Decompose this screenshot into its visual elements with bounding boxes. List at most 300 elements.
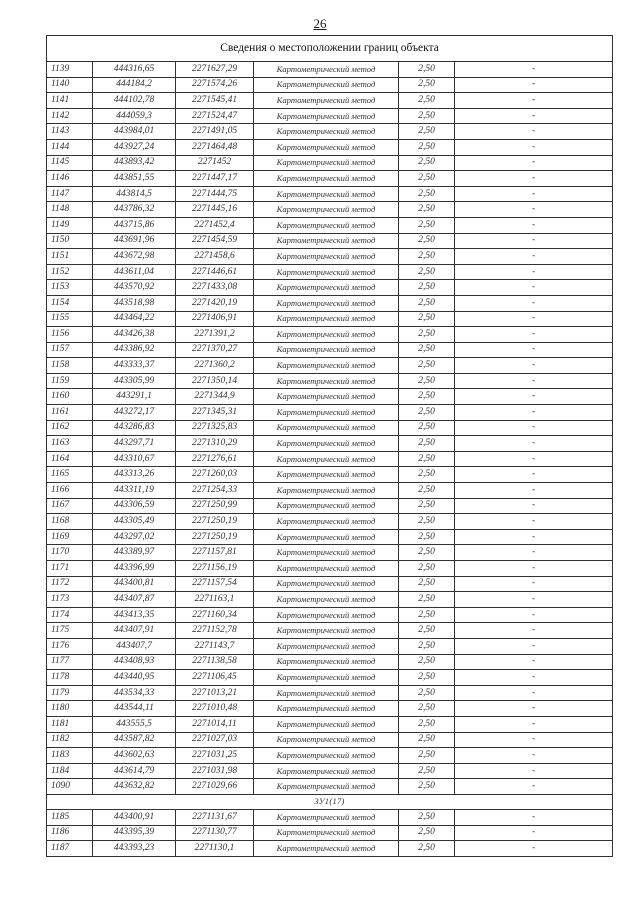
note-cell: - (455, 685, 613, 701)
method-cell: Картометрический метод (254, 108, 399, 124)
table-row (47, 295, 613, 311)
coord-x-cell: 443587,82 (93, 732, 176, 748)
coord-x-cell: 443407,7 (93, 638, 176, 654)
method-cell: Картометрический метод (254, 638, 399, 654)
point-number-cell: 1143 (47, 124, 93, 140)
table-row (47, 155, 613, 171)
coord-x-cell: 443395,39 (93, 825, 176, 841)
coord-x-cell: 443691,96 (93, 233, 176, 249)
table-row (47, 654, 613, 670)
accuracy-cell: 2,50 (399, 77, 455, 93)
method-cell: Картометрический метод (254, 327, 399, 343)
point-number-cell: 1174 (47, 607, 93, 623)
section-row (47, 794, 613, 809)
method-cell: Картометрический метод (254, 405, 399, 421)
coord-x-cell: 443408,93 (93, 654, 176, 670)
method-cell: Картометрический метод (254, 186, 399, 202)
table-row (47, 62, 613, 78)
coord-x-cell: 443426,38 (93, 327, 176, 343)
table-row (47, 607, 613, 623)
method-cell: Картометрический метод (254, 809, 399, 825)
table-row (47, 545, 613, 561)
coord-y-cell: 2271574,26 (176, 77, 254, 93)
accuracy-cell: 2,50 (399, 311, 455, 327)
method-cell: Картометрический метод (254, 545, 399, 561)
coord-y-cell: 2271163,1 (176, 592, 254, 608)
note-cell: - (455, 171, 613, 187)
coord-y-cell: 2271130,1 (176, 841, 254, 857)
table-row (47, 436, 613, 452)
coord-x-cell: 443927,24 (93, 139, 176, 155)
point-number-cell: 1150 (47, 233, 93, 249)
point-number-cell: 1170 (47, 545, 93, 561)
method-cell: Картометрический метод (254, 592, 399, 608)
coord-y-cell: 2271157,81 (176, 545, 254, 561)
note-cell: - (455, 389, 613, 405)
accuracy-cell: 2,50 (399, 295, 455, 311)
point-number-cell: 1153 (47, 280, 93, 296)
point-number-cell: 1178 (47, 670, 93, 686)
coord-x-cell: 443672,98 (93, 249, 176, 265)
note-cell: - (455, 716, 613, 732)
coord-x-cell: 443715,86 (93, 217, 176, 233)
note-cell: - (455, 654, 613, 670)
point-number-cell: 1151 (47, 249, 93, 265)
coord-x-cell: 443389,97 (93, 545, 176, 561)
accuracy-cell: 2,50 (399, 389, 455, 405)
method-cell: Картометрический метод (254, 171, 399, 187)
method-cell: Картометрический метод (254, 623, 399, 639)
coord-y-cell: 2271458,6 (176, 249, 254, 265)
table-row (47, 280, 613, 296)
accuracy-cell: 2,50 (399, 155, 455, 171)
accuracy-cell: 2,50 (399, 62, 455, 78)
method-cell: Картометрический метод (254, 779, 399, 795)
table-row (47, 809, 613, 825)
note-cell: - (455, 280, 613, 296)
coord-x-cell: 443297,02 (93, 529, 176, 545)
coord-y-cell: 2271370,27 (176, 342, 254, 358)
point-number-cell: 1155 (47, 311, 93, 327)
accuracy-cell: 2,50 (399, 233, 455, 249)
table-row (47, 638, 613, 654)
coord-y-cell: 2271524,47 (176, 108, 254, 124)
point-number-cell: 1147 (47, 186, 93, 202)
coord-y-cell: 2271106,45 (176, 670, 254, 686)
coord-y-cell: 2271446,61 (176, 264, 254, 280)
point-number-cell: 1158 (47, 358, 93, 374)
method-cell: Картометрический метод (254, 732, 399, 748)
coord-x-cell: 443814,5 (93, 186, 176, 202)
coord-x-cell: 444059,3 (93, 108, 176, 124)
boundary-coordinates-table (46, 35, 613, 857)
coord-y-cell: 2271157,54 (176, 576, 254, 592)
method-cell: Картометрический метод (254, 280, 399, 296)
table-row (47, 748, 613, 764)
coord-y-cell: 2271031,25 (176, 748, 254, 764)
note-cell: - (455, 732, 613, 748)
point-number-cell: 1166 (47, 483, 93, 499)
accuracy-cell: 2,50 (399, 779, 455, 795)
accuracy-cell: 2,50 (399, 638, 455, 654)
note-cell: - (455, 93, 613, 109)
accuracy-cell: 2,50 (399, 217, 455, 233)
accuracy-cell: 2,50 (399, 467, 455, 483)
method-cell: Картометрический метод (254, 217, 399, 233)
coord-x-cell: 443400,81 (93, 576, 176, 592)
coord-y-cell: 2271491,05 (176, 124, 254, 140)
point-number-cell: 1152 (47, 264, 93, 280)
table-title: Сведения о местоположении границ объекта (47, 36, 613, 62)
table-row (47, 108, 613, 124)
point-number-cell: 1145 (47, 155, 93, 171)
point-number-cell: 1176 (47, 638, 93, 654)
accuracy-cell: 2,50 (399, 825, 455, 841)
method-cell: Картометрический метод (254, 654, 399, 670)
accuracy-cell: 2,50 (399, 607, 455, 623)
method-cell: Картометрический метод (254, 358, 399, 374)
table-row (47, 483, 613, 499)
accuracy-cell: 2,50 (399, 405, 455, 421)
table-row (47, 405, 613, 421)
coord-x-cell: 443386,92 (93, 342, 176, 358)
accuracy-cell: 2,50 (399, 654, 455, 670)
table-row (47, 342, 613, 358)
coord-y-cell: 2271276,61 (176, 451, 254, 467)
coord-x-cell: 443305,99 (93, 373, 176, 389)
point-number-cell: 1187 (47, 841, 93, 857)
coord-y-cell: 2271031,98 (176, 763, 254, 779)
point-number-cell: 1090 (47, 779, 93, 795)
table-row (47, 124, 613, 140)
coord-x-cell: 443851,55 (93, 171, 176, 187)
method-cell: Картометрический метод (254, 249, 399, 265)
coord-y-cell: 2271014,11 (176, 716, 254, 732)
method-cell: Картометрический метод (254, 139, 399, 155)
coord-x-cell: 443614,79 (93, 763, 176, 779)
coord-y-cell: 2271350,14 (176, 373, 254, 389)
method-cell: Картометрический метод (254, 467, 399, 483)
method-cell: Картометрический метод (254, 561, 399, 577)
note-cell: - (455, 779, 613, 795)
coord-y-cell: 2271447,17 (176, 171, 254, 187)
point-number-cell: 1160 (47, 389, 93, 405)
point-number-cell: 1159 (47, 373, 93, 389)
method-cell: Картометрический метод (254, 825, 399, 841)
table-row (47, 93, 613, 109)
point-number-cell: 1161 (47, 405, 93, 421)
accuracy-cell: 2,50 (399, 483, 455, 499)
table-row (47, 171, 613, 187)
method-cell: Картометрический метод (254, 514, 399, 530)
table-row (47, 529, 613, 545)
table-row (47, 420, 613, 436)
point-number-cell: 1148 (47, 202, 93, 218)
note-cell: - (455, 295, 613, 311)
coord-y-cell: 2271029,66 (176, 779, 254, 795)
method-cell: Картометрический метод (254, 295, 399, 311)
coord-y-cell: 2271131,67 (176, 809, 254, 825)
point-number-cell: 1179 (47, 685, 93, 701)
coord-y-cell: 2271406,91 (176, 311, 254, 327)
method-cell: Картометрический метод (254, 483, 399, 499)
coord-y-cell: 2271452 (176, 155, 254, 171)
method-cell: Картометрический метод (254, 685, 399, 701)
accuracy-cell: 2,50 (399, 623, 455, 639)
coord-x-cell: 443333,37 (93, 358, 176, 374)
coord-y-cell: 2271360,2 (176, 358, 254, 374)
point-number-cell: 1184 (47, 763, 93, 779)
method-cell: Картометрический метод (254, 264, 399, 280)
accuracy-cell: 2,50 (399, 249, 455, 265)
point-number-cell: 1154 (47, 295, 93, 311)
method-cell: Картометрический метод (254, 373, 399, 389)
point-number-cell: 1165 (47, 467, 93, 483)
accuracy-cell: 2,50 (399, 670, 455, 686)
accuracy-cell: 2,50 (399, 124, 455, 140)
accuracy-cell: 2,50 (399, 280, 455, 296)
coord-y-cell: 2271010,48 (176, 701, 254, 717)
accuracy-cell: 2,50 (399, 732, 455, 748)
method-cell: Картометрический метод (254, 607, 399, 623)
accuracy-cell: 2,50 (399, 202, 455, 218)
section-label: ЗУ1(17) (47, 794, 613, 809)
method-cell: Картометрический метод (254, 670, 399, 686)
table-row (47, 825, 613, 841)
note-cell: - (455, 841, 613, 857)
note-cell: - (455, 763, 613, 779)
coord-y-cell: 2271254,33 (176, 483, 254, 499)
accuracy-cell: 2,50 (399, 529, 455, 545)
coord-x-cell: 443297,71 (93, 436, 176, 452)
coord-y-cell: 2271160,34 (176, 607, 254, 623)
note-cell: - (455, 561, 613, 577)
table-row (47, 186, 613, 202)
coord-y-cell: 2271325,83 (176, 420, 254, 436)
note-cell: - (455, 139, 613, 155)
method-cell: Картометрический метод (254, 841, 399, 857)
note-cell: - (455, 825, 613, 841)
accuracy-cell: 2,50 (399, 93, 455, 109)
note-cell: - (455, 420, 613, 436)
table-row (47, 763, 613, 779)
coord-x-cell: 443464,22 (93, 311, 176, 327)
table-row (47, 358, 613, 374)
coord-y-cell: 2271250,99 (176, 498, 254, 514)
accuracy-cell: 2,50 (399, 342, 455, 358)
coord-y-cell: 2271344,9 (176, 389, 254, 405)
method-cell: Картометрический метод (254, 124, 399, 140)
method-cell: Картометрический метод (254, 311, 399, 327)
table-row (47, 685, 613, 701)
coord-x-cell: 443400,91 (93, 809, 176, 825)
point-number-cell: 1175 (47, 623, 93, 639)
accuracy-cell: 2,50 (399, 327, 455, 343)
coord-y-cell: 2271130,77 (176, 825, 254, 841)
point-number-cell: 1185 (47, 809, 93, 825)
point-number-cell: 1180 (47, 701, 93, 717)
method-cell: Картометрический метод (254, 93, 399, 109)
table-row (47, 77, 613, 93)
note-cell: - (455, 264, 613, 280)
table-row (47, 670, 613, 686)
table-row (47, 202, 613, 218)
accuracy-cell: 2,50 (399, 420, 455, 436)
point-number-cell: 1144 (47, 139, 93, 155)
coord-y-cell: 2271138,58 (176, 654, 254, 670)
note-cell: - (455, 607, 613, 623)
coord-x-cell: 443291,1 (93, 389, 176, 405)
table-row (47, 451, 613, 467)
note-cell: - (455, 186, 613, 202)
accuracy-cell: 2,50 (399, 748, 455, 764)
coord-y-cell: 2271156,19 (176, 561, 254, 577)
coord-x-cell: 443305,49 (93, 514, 176, 530)
accuracy-cell: 2,50 (399, 561, 455, 577)
note-cell: - (455, 623, 613, 639)
note-cell: - (455, 451, 613, 467)
coord-x-cell: 443272,17 (93, 405, 176, 421)
point-number-cell: 1140 (47, 77, 93, 93)
coord-y-cell: 2271445,16 (176, 202, 254, 218)
table-row (47, 716, 613, 732)
table-row (47, 779, 613, 795)
page-number: 26 (313, 16, 327, 31)
method-cell: Картометрический метод (254, 233, 399, 249)
coord-x-cell: 443570,92 (93, 280, 176, 296)
method-cell: Картометрический метод (254, 498, 399, 514)
note-cell: - (455, 342, 613, 358)
point-number-cell: 1186 (47, 825, 93, 841)
coord-y-cell: 2271627,29 (176, 62, 254, 78)
point-number-cell: 1142 (47, 108, 93, 124)
table-title-row (47, 36, 613, 62)
table-row (47, 561, 613, 577)
accuracy-cell: 2,50 (399, 373, 455, 389)
accuracy-cell: 2,50 (399, 436, 455, 452)
coord-x-cell: 443393,23 (93, 841, 176, 857)
note-cell: - (455, 592, 613, 608)
table-row (47, 623, 613, 639)
method-cell: Картометрический метод (254, 342, 399, 358)
coord-x-cell: 444316,65 (93, 62, 176, 78)
coord-x-cell: 443310,67 (93, 451, 176, 467)
note-cell: - (455, 155, 613, 171)
accuracy-cell: 2,50 (399, 514, 455, 530)
note-cell: - (455, 436, 613, 452)
point-number-cell: 1181 (47, 716, 93, 732)
table-row (47, 841, 613, 857)
coord-x-cell: 443413,35 (93, 607, 176, 623)
point-number-cell: 1162 (47, 420, 93, 436)
coord-x-cell: 443534,33 (93, 685, 176, 701)
accuracy-cell: 2,50 (399, 763, 455, 779)
coord-x-cell: 443893,42 (93, 155, 176, 171)
accuracy-cell: 2,50 (399, 545, 455, 561)
accuracy-cell: 2,50 (399, 685, 455, 701)
method-cell: Картометрический метод (254, 576, 399, 592)
table-row (47, 498, 613, 514)
coord-y-cell: 2271433,08 (176, 280, 254, 296)
method-cell: Картометрический метод (254, 202, 399, 218)
coord-x-cell: 443407,87 (93, 592, 176, 608)
method-cell: Картометрический метод (254, 748, 399, 764)
method-cell: Картометрический метод (254, 62, 399, 78)
table-row (47, 311, 613, 327)
coord-x-cell: 443555,5 (93, 716, 176, 732)
coord-y-cell: 2271027,03 (176, 732, 254, 748)
point-number-cell: 1171 (47, 561, 93, 577)
method-cell: Картометрический метод (254, 436, 399, 452)
method-cell: Картометрический метод (254, 529, 399, 545)
method-cell: Картометрический метод (254, 763, 399, 779)
point-number-cell: 1157 (47, 342, 93, 358)
accuracy-cell: 2,50 (399, 498, 455, 514)
accuracy-cell: 2,50 (399, 186, 455, 202)
accuracy-cell: 2,50 (399, 451, 455, 467)
method-cell: Картометрический метод (254, 155, 399, 171)
accuracy-cell: 2,50 (399, 809, 455, 825)
method-cell: Картометрический метод (254, 420, 399, 436)
coord-x-cell: 443984,01 (93, 124, 176, 140)
note-cell: - (455, 514, 613, 530)
note-cell: - (455, 545, 613, 561)
point-number-cell: 1164 (47, 451, 93, 467)
point-number-cell: 1177 (47, 654, 93, 670)
coord-x-cell: 443611,04 (93, 264, 176, 280)
coord-x-cell: 443396,99 (93, 561, 176, 577)
coord-x-cell: 443786,32 (93, 202, 176, 218)
point-number-cell: 1139 (47, 62, 93, 78)
coord-y-cell: 2271420,19 (176, 295, 254, 311)
coord-x-cell: 443286,83 (93, 420, 176, 436)
coord-x-cell: 443632,82 (93, 779, 176, 795)
point-number-cell: 1182 (47, 732, 93, 748)
table-row (47, 327, 613, 343)
note-cell: - (455, 748, 613, 764)
table-row (47, 139, 613, 155)
point-number-cell: 1168 (47, 514, 93, 530)
point-number-cell: 1173 (47, 592, 93, 608)
point-number-cell: 1156 (47, 327, 93, 343)
table-row (47, 217, 613, 233)
coord-y-cell: 2271545,41 (176, 93, 254, 109)
table-row (47, 264, 613, 280)
note-cell: - (455, 217, 613, 233)
note-cell: - (455, 124, 613, 140)
accuracy-cell: 2,50 (399, 171, 455, 187)
coord-x-cell: 443544,11 (93, 701, 176, 717)
note-cell: - (455, 108, 613, 124)
accuracy-cell: 2,50 (399, 108, 455, 124)
point-number-cell: 1183 (47, 748, 93, 764)
table-row (47, 373, 613, 389)
coord-x-cell: 443407,91 (93, 623, 176, 639)
coord-x-cell: 443306,59 (93, 498, 176, 514)
note-cell: - (455, 405, 613, 421)
point-number-cell: 1146 (47, 171, 93, 187)
coord-x-cell: 444184,2 (93, 77, 176, 93)
note-cell: - (455, 311, 613, 327)
coord-y-cell: 2271250,19 (176, 529, 254, 545)
accuracy-cell: 2,50 (399, 358, 455, 374)
coord-y-cell: 2271310,29 (176, 436, 254, 452)
coord-y-cell: 2271250,19 (176, 514, 254, 530)
note-cell: - (455, 467, 613, 483)
coord-y-cell: 2271143,7 (176, 638, 254, 654)
note-cell: - (455, 373, 613, 389)
accuracy-cell: 2,50 (399, 701, 455, 717)
